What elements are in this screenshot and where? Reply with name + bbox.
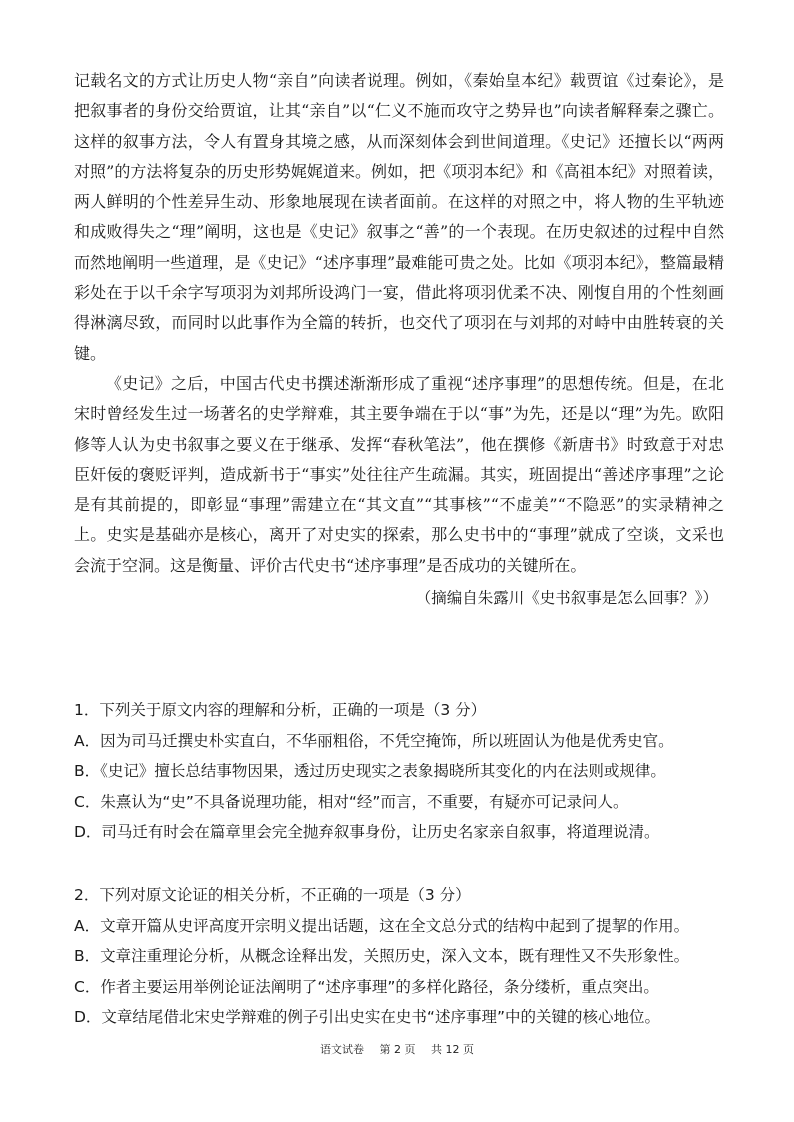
page-footer xyxy=(0,1041,794,1057)
footer-total-pages: 共 12 页 xyxy=(431,1043,474,1056)
question-option-d: D．文章结尾借北宋史学辩难的例子引出史实在史书“述序事理”中的关键的核心地位。 xyxy=(74,1008,660,1027)
question-stem: 1．下列关于原文内容的理解和分析，正确的一项是（3 分） xyxy=(74,701,487,719)
question-stem: 2．下列对原文论证的相关分析，不正确的一项是（3 分） xyxy=(74,886,471,904)
passage-source: （摘编自朱露川《史书叙事是怎么回事？》） xyxy=(415,589,718,608)
passage-paragraph: 记载名文的方式让历史人物“亲自”向读者说理。例如，《秦始皇本纪》载贾谊《过秦论》，是把叙事者的身份交给贾谊，让其“亲自”以“仁义不施而攻守之势异也”向读者解释秦之骤亡。这样的叙事方法，令人有置身其境之感，从而深刻体会到世间道理。《史记》还擅长以“两两对照”的方法将复杂的历史形势娓娓道来。例如，把《项羽本纪》和《高祖本纪》对照着读，两人鲜明的个性差异生动、形象地展现在读者面前。在这样的对照之中，将人物的生平轨迹和成败得失之“理”阐明，这也是《史记》叙事之“善”的一个表现。在历史叙述的过程中自然而然地阐明一些道理，是《史记》“述序事理”最难能可贵之处。比如《项羽本纪》，整篇最精彩处在于以千余字写项羽为刘邦所设鸿门一宴，借此将项羽优柔不决、刚愎自用的个性刻画得淋漓尽致，而同时以此事作为全篇的转折，也交代了项羽在与刘邦的对峙中由胜转衰的关键。 xyxy=(74,71,724,363)
question-option-b: B．《史记》擅长总结事物因果，透过历史现实之表象揭晓所其变化的内在法则或规律。 xyxy=(74,762,666,781)
footer-page-number: 第 2 页 xyxy=(379,1043,416,1056)
question-option-a: A．文章开篇从史评高度开宗明义提出话题，这在全文总分式的结构中起到了提挈的作用。 xyxy=(74,916,690,935)
passage-paragraph: 《史记》之后，中国古代史书撰述渐渐形成了重视“述序事理”的思想传统。但是，在北宋时曾经发生过一场著名的史学辩难，其主要争端在于以“事”为先，还是以“理”为先。欧阳修等人认为史书叙事之要义在于继承、发挥“春秋笔法”，他在撰修《新唐书》时致意于对忠臣奸佞的褒贬评判，造成新书于“事实”处往往产生疏漏。其实，班固提出“善述序事理”之论是有其前提的，即彰显“事理”需建立在“其文直”“其事核”“不虚美”“不隐恶”的实录精神之上。史实是基础亦是核心，离开了对史实的探索，那么史书中的“事理”就成了空谈，文采也会流于空洞。这是衡量、评价古代史书“述序事理”是否成功的关键所在。 xyxy=(74,373,724,575)
question-option-c: C．朱熹认为“史”不具备说理功能，相对“经”而言，不重要，有疑亦可记录问人。 xyxy=(74,792,629,811)
question-2 xyxy=(74,880,724,1033)
question-option-b: B．文章注重理论分析，从概念诠释出发，关照历史，深入文本，既有理性又不失形象性。 xyxy=(74,947,690,966)
question-option-d: D．司马迁有时会在篇章里会完全抛弃叙事身份，让历史名家亲自叙事，将道理说清。 xyxy=(74,823,660,842)
footer-subject: 语文试卷 xyxy=(320,1043,364,1056)
passage xyxy=(74,66,724,613)
question-option-a: A．因为司马迁撰史朴实直白，不华丽粗俗，不凭空掩饰，所以班固认为他是优秀史官。 xyxy=(74,731,674,750)
question-1 xyxy=(74,695,724,848)
question-option-c: C．作者主要运用举例论证法阐明了“述序事理”的多样化路径，条分缕析，重点突出。 xyxy=(74,977,659,996)
